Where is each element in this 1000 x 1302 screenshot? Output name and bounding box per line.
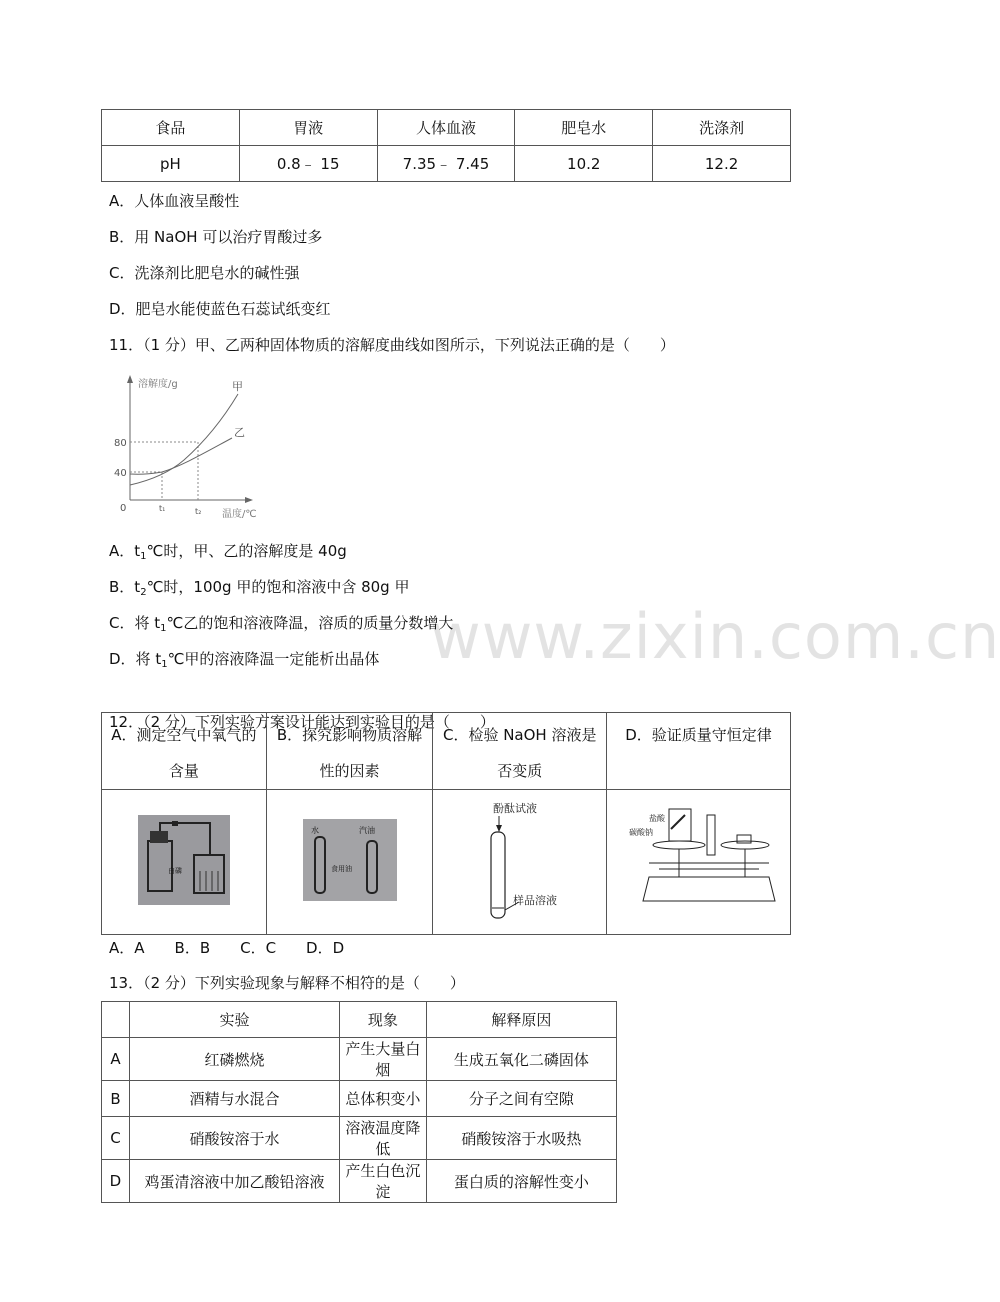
q10-option-c: C．洗涤剂比肥皂水的碱性强 — [109, 264, 300, 282]
option-text: ℃时，100g 甲的饱和溶液中含 80g 甲 — [146, 578, 410, 596]
q13-cell: 生成五氧化二磷固体 — [426, 1038, 616, 1081]
q13-cell: 酒精与水混合 — [129, 1081, 339, 1117]
option-text: ℃乙的饱和溶液降温，溶质的质量分数增大 — [166, 614, 454, 632]
ph-header-cell: 洗涤剂 — [653, 110, 791, 146]
q10-option-a: A．人体血液呈酸性 — [109, 192, 240, 210]
q11-option-b — [109, 577, 409, 603]
q12-image-cell-b — [266, 790, 433, 935]
q13-cell: 鸡蛋清溶液中加乙酸铅溶液 — [129, 1160, 339, 1203]
ph-header-cell: 人体血液 — [377, 110, 515, 146]
q12-cell-b — [266, 713, 433, 790]
label-phenolphthalein: 酚酞试液 — [492, 801, 537, 815]
option-prefix: C．将 t — [109, 614, 161, 632]
option-text: ℃时，甲、乙的溶解度是 40g — [146, 542, 347, 560]
q13-header-cell: 解释原因 — [426, 1002, 616, 1038]
ph-header-cell: 食品 — [102, 110, 240, 146]
q10-option-d: D．肥皂水能使蓝色石蕊试纸变红 — [109, 300, 331, 318]
series-jia-curve — [130, 394, 238, 485]
q12-cell-line: 否变质 — [497, 762, 543, 780]
origin-label: 0 — [120, 503, 127, 514]
q13-stem: 13．（2 分）下列实验现象与解释不相符的是（ ） — [109, 974, 465, 992]
table-row — [102, 1160, 617, 1203]
apparatus-c-image — [455, 798, 585, 923]
apparatus-b-image — [303, 819, 397, 901]
y-axis-label: 溶解度/g — [138, 379, 178, 390]
q12-cell-a — [102, 713, 267, 790]
pointer-arrow — [496, 825, 502, 832]
series-label-yi: 乙 — [234, 426, 245, 439]
q13-cell: A — [102, 1038, 130, 1081]
q13-table — [101, 1001, 617, 1203]
ph-value-cell: 12.2 — [653, 146, 791, 182]
ph-table — [101, 109, 791, 182]
beaker — [669, 809, 691, 841]
q13-cell: 溶液温度降低 — [340, 1117, 427, 1160]
q13-cell: 硝酸铵溶于水 — [129, 1117, 339, 1160]
q13-cell: B — [102, 1081, 130, 1117]
table-row — [102, 1081, 617, 1117]
q13-cell: 蛋白质的溶解性变小 — [426, 1160, 616, 1203]
table-row — [102, 1038, 617, 1081]
series-label-jia: 甲 — [232, 380, 243, 393]
ph-header-cell: 胃液 — [239, 110, 377, 146]
series-yi-curve — [130, 438, 232, 474]
option-text: ℃甲的溶液降温一定能析出晶体 — [167, 650, 380, 668]
apparatus-d-image — [619, 805, 779, 915]
option-prefix: B．t — [109, 578, 141, 596]
q12-cell-line: 性的因素 — [319, 762, 380, 780]
ph-value-cell: pH — [102, 146, 240, 182]
watermark: www.zixin.com.cn — [430, 600, 1000, 673]
option-prefix: A．t — [109, 542, 141, 560]
stopper — [150, 831, 168, 843]
q12-cell-d — [607, 713, 791, 790]
x-tick-t1: t₁ — [159, 504, 166, 513]
q12-image-cell-a — [102, 790, 267, 935]
y-tick-80: 80 — [114, 438, 127, 449]
label-white-phosphorus: 白磷 — [167, 867, 182, 875]
q13-cell: C — [102, 1117, 130, 1160]
option-prefix: D．将 t — [109, 650, 162, 668]
q12-cell-line: 含量 — [168, 762, 199, 780]
q13-cell: 硝酸铵溶于水吸热 — [426, 1117, 616, 1160]
x-tick-t2: t₂ — [195, 507, 202, 516]
subscript: 2 — [140, 587, 147, 598]
q12-image-cell-c — [433, 790, 607, 935]
q12-cell-line: D．验证质量守恒定律 — [625, 726, 772, 744]
q13-cell: 总体积变小 — [340, 1081, 427, 1117]
subscript: 1 — [160, 623, 167, 634]
pan-right — [721, 841, 769, 849]
q13-cell: D — [102, 1160, 130, 1203]
q13-cell: 产生大量白烟 — [340, 1038, 427, 1081]
y-tick-40: 40 — [114, 468, 127, 479]
label-gasoline: 汽油 — [358, 826, 375, 835]
q13-cell: 红磷燃烧 — [129, 1038, 339, 1081]
q11-option-d — [109, 649, 379, 675]
q11-stem: 11．（1 分）甲、乙两种固体物质的溶解度曲线如图所示，下列说法正确的是（ ） — [109, 336, 675, 354]
q12-answer-options: A．A B．B C．C D．D — [109, 939, 345, 957]
x-axis-arrow — [245, 497, 253, 503]
apparatus-a-image — [138, 815, 230, 905]
q12-stem: 12．（2 分）下列实验方案设计能达到实验目的是（ ） — [109, 713, 495, 731]
y-axis-arrow — [127, 375, 133, 383]
q12-cell-line: C．检验 NaOH 溶液是 — [442, 726, 597, 744]
q13-header-cell: 现象 — [340, 1002, 427, 1038]
label-carbonate: 碳酸钠 — [628, 828, 653, 837]
pan-left — [653, 841, 705, 849]
table-row — [102, 1117, 617, 1160]
solubility-chart — [112, 372, 272, 522]
base — [643, 877, 775, 901]
q11-option-a — [109, 541, 347, 567]
q12-cell-line: A．测定空气中氧气的 — [111, 726, 257, 744]
weight — [737, 835, 751, 843]
tube — [671, 815, 685, 829]
q13-cell: 产生白色沉淀 — [340, 1160, 427, 1203]
ph-header-cell: 肥皂水 — [515, 110, 653, 146]
label-water: 水 — [310, 826, 319, 835]
ph-value-cell: 7.35﹣ 7.45 — [377, 146, 515, 182]
q12-options-table — [101, 712, 791, 935]
label-sample: 样品溶液 — [512, 893, 557, 907]
subscript: 1 — [161, 659, 168, 670]
clamp — [172, 821, 178, 826]
label-oil: 食用油 — [330, 865, 352, 873]
subscript: 1 — [140, 551, 147, 562]
q12-cell-line: B．探究影响物质溶解 — [276, 726, 423, 744]
q12-cell-c — [433, 713, 607, 790]
pointer-column — [707, 815, 715, 855]
q13-header-cell — [102, 1002, 130, 1038]
label-acid: 盐酸 — [648, 814, 665, 823]
test-tube — [491, 832, 505, 918]
q11-option-c — [109, 613, 453, 639]
ph-value-cell: 0.8﹣ 15 — [239, 146, 377, 182]
q10-option-b: B．用 NaOH 可以治疗胃酸过多 — [109, 228, 323, 246]
q13-header-cell: 实验 — [129, 1002, 339, 1038]
q12-image-cell-d — [607, 790, 791, 935]
x-axis-label: 温度/℃ — [222, 509, 257, 520]
ph-value-cell: 10.2 — [515, 146, 653, 182]
q13-cell: 分子之间有空隙 — [426, 1081, 616, 1117]
